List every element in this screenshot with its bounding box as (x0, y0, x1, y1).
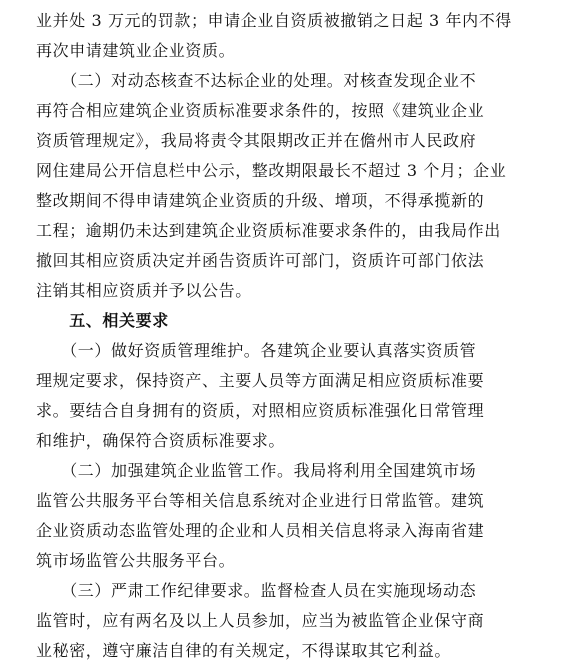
text-line: 网住建局公开信息栏中公示，整改期限最长不超过 3 个月；企业 (36, 161, 507, 180)
text-line: 理规定要求，保持资产、主要人员等方面满足相应资质标准要 (36, 371, 485, 390)
text-line: 注销其相应资质并予以公告。 (36, 281, 252, 300)
section-heading: 五、相关要求 (36, 311, 169, 330)
text-line: 工程；逾期仍未达到建筑企业资质标准要求条件的，由我局作出 (36, 221, 501, 240)
text-line: 筑市场监管公共服务平台。 (36, 551, 236, 570)
text-line: （三）严肃工作纪律要求。监督检查人员在实施现场动态 (36, 581, 477, 600)
text-line: 再符合相应建筑企业资质标准要求条件的，按照《建筑业企业 (36, 101, 485, 120)
text-line: 业秘密，遵守廉洁自律的有关规定，不得谋取其它利益。 (36, 641, 452, 660)
text-line: 监管公共服务平台等相关信息系统对企业进行日常监管。建筑 (36, 491, 485, 510)
text-line: （二）对动态核查不达标企业的处理。对核查发现企业不 (36, 71, 477, 90)
text-line: 求。要结合自身拥有的资质，对照相应资质标准强化日常管理 (36, 401, 485, 420)
text-line: （一）做好资质管理维护。各建筑企业要认真落实资质管 (36, 341, 477, 360)
text-line: （二）加强建筑企业监管工作。我局将利用全国建筑市场 (36, 461, 477, 480)
text-line: 整改期间不得申请建筑企业资质的升级、增项，不得承揽新的 (36, 191, 485, 210)
text-line: 企业资质动态监管处理的企业和人员相关信息将录入海南省建 (36, 521, 485, 540)
text-line: 撤回其相应资质决定并函告资质许可部门，资质许可部门依法 (36, 251, 485, 270)
text-line: 资质管理规定》，我局将责令其限期改正并在儋州市人民政府 (36, 131, 477, 150)
text-line: 再次申请建筑业企业资质。 (36, 41, 236, 60)
text-line: 业并处 3 万元的罚款；申请企业自资质被撤销之日起 3 年内不得 (36, 11, 512, 30)
text-line: 监管时，应有两名及以上人员参加，应当为被监管企业保守商 (36, 611, 485, 630)
text-line: 和维护，确保符合资质标准要求。 (36, 431, 286, 450)
